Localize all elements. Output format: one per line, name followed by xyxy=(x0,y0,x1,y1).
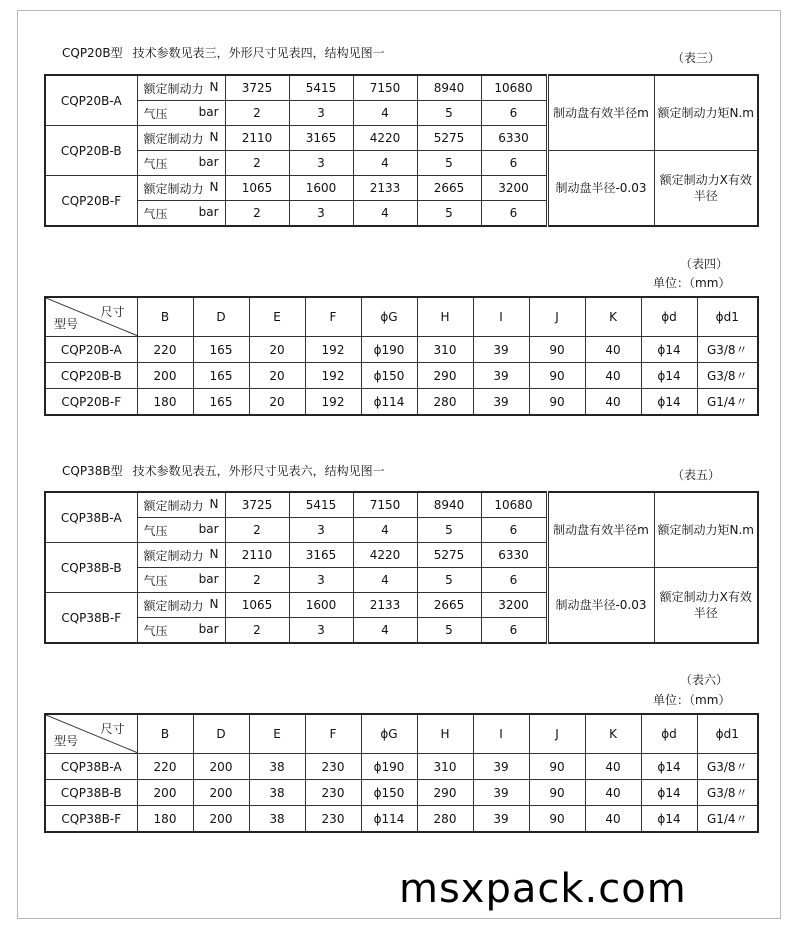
col-header: ϕd1 xyxy=(697,714,758,754)
value-cell: 3165 xyxy=(289,543,353,568)
value-cell: 40 xyxy=(585,806,641,833)
col-header: K xyxy=(585,714,641,754)
pressure-label: 气压 bar xyxy=(137,151,225,176)
value-cell: 4 xyxy=(353,201,417,227)
value-cell: 40 xyxy=(585,754,641,780)
value-cell: 192 xyxy=(305,363,361,389)
corner-model-label: 型号 xyxy=(54,734,79,748)
value-cell: 6 xyxy=(481,101,547,126)
section1-text: 技术参数见表三，外形尺寸见表四，结构见图一 xyxy=(132,46,385,60)
model-cell: CQP20B-A xyxy=(45,75,137,126)
value-cell: 220 xyxy=(137,337,193,363)
table-row xyxy=(45,780,758,806)
value-cell: ϕ114 xyxy=(361,806,417,833)
force-label: 额定制动力 N xyxy=(137,75,225,101)
value-cell: 2665 xyxy=(417,593,481,618)
value-cell: 39 xyxy=(473,754,529,780)
value-cell: 2665 xyxy=(417,176,481,201)
value-cell: 180 xyxy=(137,389,193,416)
col-header: I xyxy=(473,714,529,754)
table6-tag: （表六） xyxy=(680,673,729,687)
model-cell: CQP38B-F xyxy=(45,806,137,833)
params-table-3 xyxy=(44,74,759,227)
table4-tag: （表四） xyxy=(680,257,729,271)
value-cell: 3 xyxy=(289,518,353,543)
pressure-label: 气压 bar xyxy=(137,518,225,543)
value-cell: 200 xyxy=(193,780,249,806)
radius-formula: 制动盘半径-0.03 xyxy=(547,151,654,227)
pressure-label: 气压 bar xyxy=(137,201,225,227)
value-cell: 192 xyxy=(305,337,361,363)
value-cell: 90 xyxy=(529,363,585,389)
value-cell: ϕ14 xyxy=(641,754,697,780)
section2-heading xyxy=(62,462,385,479)
pressure-label: 气压 bar xyxy=(137,568,225,593)
value-cell: 3725 xyxy=(225,75,289,101)
value-cell: 230 xyxy=(305,806,361,833)
force-label: 额定制动力 N xyxy=(137,543,225,568)
value-cell: 3200 xyxy=(481,176,547,201)
value-cell: ϕ150 xyxy=(361,780,417,806)
section2-model: CQP38B型 xyxy=(62,464,123,478)
value-cell: 5275 xyxy=(417,126,481,151)
value-cell: 1065 xyxy=(225,593,289,618)
value-cell: 5 xyxy=(417,518,481,543)
col-header: E xyxy=(249,297,305,337)
value-cell: 2 xyxy=(225,151,289,176)
params5-row-b-pressure xyxy=(45,568,758,593)
value-cell: 6 xyxy=(481,618,547,644)
model-cell: CQP20B-A xyxy=(45,337,137,363)
value-cell: 6330 xyxy=(481,126,547,151)
value-cell: 2 xyxy=(225,518,289,543)
eff-radius-header: 制动盘有效半径m xyxy=(547,75,654,151)
value-cell: 5415 xyxy=(289,75,353,101)
value-cell: 4220 xyxy=(353,543,417,568)
dims-table-4 xyxy=(44,296,759,416)
value-cell: 1065 xyxy=(225,176,289,201)
model-cell: CQP20B-B xyxy=(45,363,137,389)
force-label: 额定制动力 N xyxy=(137,176,225,201)
col-header: B xyxy=(137,297,193,337)
value-cell: 1600 xyxy=(289,176,353,201)
model-cell: CQP20B-B xyxy=(45,126,137,176)
table3-tag: （表三） xyxy=(672,51,721,65)
pressure-label: 气压 bar xyxy=(137,618,225,644)
value-cell: G3/8〃 xyxy=(697,754,758,780)
value-cell: 165 xyxy=(193,389,249,416)
value-cell: 180 xyxy=(137,806,193,833)
value-cell: 3165 xyxy=(289,126,353,151)
col-header: ϕd xyxy=(641,714,697,754)
value-cell: ϕ14 xyxy=(641,337,697,363)
value-cell: 6 xyxy=(481,568,547,593)
corner-dim-label: 尺寸 xyxy=(100,722,125,736)
value-cell: 3 xyxy=(289,618,353,644)
value-cell: ϕ114 xyxy=(361,389,417,416)
value-cell: 40 xyxy=(585,337,641,363)
value-cell: 200 xyxy=(193,806,249,833)
value-cell: ϕ190 xyxy=(361,754,417,780)
value-cell: ϕ14 xyxy=(641,806,697,833)
value-cell: 7150 xyxy=(353,75,417,101)
col-header: E xyxy=(249,714,305,754)
col-header: ϕG xyxy=(361,297,417,337)
value-cell: 5 xyxy=(417,201,481,227)
table-row xyxy=(45,806,758,833)
value-cell: 220 xyxy=(137,754,193,780)
value-cell: 3 xyxy=(289,201,353,227)
value-cell: 5 xyxy=(417,101,481,126)
value-cell: 165 xyxy=(193,363,249,389)
model-cell: CQP38B-A xyxy=(45,492,137,543)
value-cell: 8940 xyxy=(417,75,481,101)
value-cell: 90 xyxy=(529,754,585,780)
value-cell: 5 xyxy=(417,568,481,593)
value-cell: ϕ190 xyxy=(361,337,417,363)
value-cell: G3/8〃 xyxy=(697,337,758,363)
col-header: I xyxy=(473,297,529,337)
value-cell: G1/4〃 xyxy=(697,389,758,416)
table4-unit: 单位：（mm） xyxy=(653,276,731,290)
col-header: ϕd1 xyxy=(697,297,758,337)
value-cell: 2 xyxy=(225,618,289,644)
value-cell: 6 xyxy=(481,518,547,543)
value-cell: 7150 xyxy=(353,492,417,518)
value-cell: 200 xyxy=(137,363,193,389)
value-cell: 4 xyxy=(353,518,417,543)
value-cell: 39 xyxy=(473,780,529,806)
value-cell: ϕ150 xyxy=(361,363,417,389)
radius-formula: 制动盘半径-0.03 xyxy=(547,568,654,644)
torque-formula: 额定制动力X有效半径 xyxy=(654,568,758,644)
model-cell: CQP38B-A xyxy=(45,754,137,780)
section1-model: CQP20B型 xyxy=(62,46,123,60)
value-cell: 200 xyxy=(137,780,193,806)
value-cell: 2133 xyxy=(353,176,417,201)
value-cell: 2110 xyxy=(225,126,289,151)
watermark-text: msxpack.com xyxy=(399,866,687,912)
value-cell: 2 xyxy=(225,201,289,227)
value-cell: 230 xyxy=(305,754,361,780)
corner-dim-label: 尺寸 xyxy=(100,305,125,319)
model-cell: CQP20B-F xyxy=(45,176,137,227)
table6-unit: 单位：（mm） xyxy=(653,693,731,707)
value-cell: 8940 xyxy=(417,492,481,518)
params5-row-a-force xyxy=(45,492,758,518)
value-cell: 2110 xyxy=(225,543,289,568)
value-cell: 2 xyxy=(225,101,289,126)
value-cell: 3 xyxy=(289,101,353,126)
col-header: D xyxy=(193,714,249,754)
value-cell: 5 xyxy=(417,151,481,176)
table-row xyxy=(45,754,758,780)
value-cell: 3 xyxy=(289,151,353,176)
model-cell: CQP38B-B xyxy=(45,780,137,806)
value-cell: 90 xyxy=(529,806,585,833)
value-cell: 3725 xyxy=(225,492,289,518)
value-cell: ϕ14 xyxy=(641,363,697,389)
value-cell: 39 xyxy=(473,389,529,416)
value-cell: 165 xyxy=(193,337,249,363)
value-cell: 5275 xyxy=(417,543,481,568)
value-cell: 39 xyxy=(473,806,529,833)
value-cell: 3200 xyxy=(481,593,547,618)
corner-model-label: 型号 xyxy=(54,317,79,331)
corner-cell xyxy=(45,297,137,337)
value-cell: 4 xyxy=(353,101,417,126)
value-cell: 192 xyxy=(305,389,361,416)
table-row xyxy=(45,337,758,363)
value-cell: 5415 xyxy=(289,492,353,518)
col-header: J xyxy=(529,714,585,754)
params3-row-b-pressure xyxy=(45,151,758,176)
value-cell: 90 xyxy=(529,389,585,416)
value-cell: 90 xyxy=(529,337,585,363)
model-cell: CQP38B-B xyxy=(45,543,137,593)
col-header: D xyxy=(193,297,249,337)
value-cell: 4 xyxy=(353,568,417,593)
rated-torque-header: 额定制动力矩N.m xyxy=(654,492,758,568)
value-cell: 39 xyxy=(473,337,529,363)
table5-tag: （表五） xyxy=(672,468,721,482)
pressure-label: 气压 bar xyxy=(137,101,225,126)
value-cell: 4 xyxy=(353,151,417,176)
col-header: F xyxy=(305,714,361,754)
value-cell: 38 xyxy=(249,806,305,833)
model-cell: CQP38B-F xyxy=(45,593,137,644)
value-cell: 10680 xyxy=(481,492,547,518)
value-cell: 280 xyxy=(417,389,473,416)
value-cell: G3/8〃 xyxy=(697,780,758,806)
col-header: B xyxy=(137,714,193,754)
col-header: H xyxy=(417,297,473,337)
value-cell: G1/4〃 xyxy=(697,806,758,833)
value-cell: 4220 xyxy=(353,126,417,151)
value-cell: 90 xyxy=(529,780,585,806)
col-header: H xyxy=(417,714,473,754)
dims6-header-row xyxy=(45,714,758,754)
table-row xyxy=(45,389,758,416)
value-cell: 310 xyxy=(417,754,473,780)
value-cell: ϕ14 xyxy=(641,780,697,806)
value-cell: 230 xyxy=(305,780,361,806)
col-header: ϕG xyxy=(361,714,417,754)
value-cell: ϕ14 xyxy=(641,389,697,416)
value-cell: 40 xyxy=(585,363,641,389)
value-cell: 290 xyxy=(417,780,473,806)
value-cell: 2 xyxy=(225,568,289,593)
col-header: J xyxy=(529,297,585,337)
value-cell: G3/8〃 xyxy=(697,363,758,389)
value-cell: 39 xyxy=(473,363,529,389)
value-cell: 290 xyxy=(417,363,473,389)
value-cell: 20 xyxy=(249,389,305,416)
value-cell: 40 xyxy=(585,389,641,416)
value-cell: 5 xyxy=(417,618,481,644)
corner-cell xyxy=(45,714,137,754)
value-cell: 2133 xyxy=(353,593,417,618)
value-cell: 310 xyxy=(417,337,473,363)
value-cell: 38 xyxy=(249,780,305,806)
section2-text: 技术参数见表五，外形尺寸见表六，结构见图一 xyxy=(132,464,385,478)
value-cell: 4 xyxy=(353,618,417,644)
value-cell: 38 xyxy=(249,754,305,780)
force-label: 额定制动力 N xyxy=(137,126,225,151)
value-cell: 40 xyxy=(585,780,641,806)
force-label: 额定制动力 N xyxy=(137,492,225,518)
value-cell: 3 xyxy=(289,568,353,593)
value-cell: 10680 xyxy=(481,75,547,101)
value-cell: 280 xyxy=(417,806,473,833)
dims-table-6 xyxy=(44,713,759,833)
col-header: F xyxy=(305,297,361,337)
value-cell: 20 xyxy=(249,363,305,389)
col-header: ϕd xyxy=(641,297,697,337)
rated-torque-header: 额定制动力矩N.m xyxy=(654,75,758,151)
params-table-5 xyxy=(44,491,759,644)
value-cell: 6 xyxy=(481,151,547,176)
torque-formula: 额定制动力X有效半径 xyxy=(654,151,758,227)
force-label: 额定制动力 N xyxy=(137,593,225,618)
value-cell: 200 xyxy=(193,754,249,780)
dims4-header-row xyxy=(45,297,758,337)
params3-row-a-force xyxy=(45,75,758,101)
value-cell: 6 xyxy=(481,201,547,227)
value-cell: 1600 xyxy=(289,593,353,618)
eff-radius-header: 制动盘有效半径m xyxy=(547,492,654,568)
value-cell: 20 xyxy=(249,337,305,363)
value-cell: 6330 xyxy=(481,543,547,568)
table-row xyxy=(45,363,758,389)
col-header: K xyxy=(585,297,641,337)
section1-heading xyxy=(62,44,385,61)
model-cell: CQP20B-F xyxy=(45,389,137,416)
